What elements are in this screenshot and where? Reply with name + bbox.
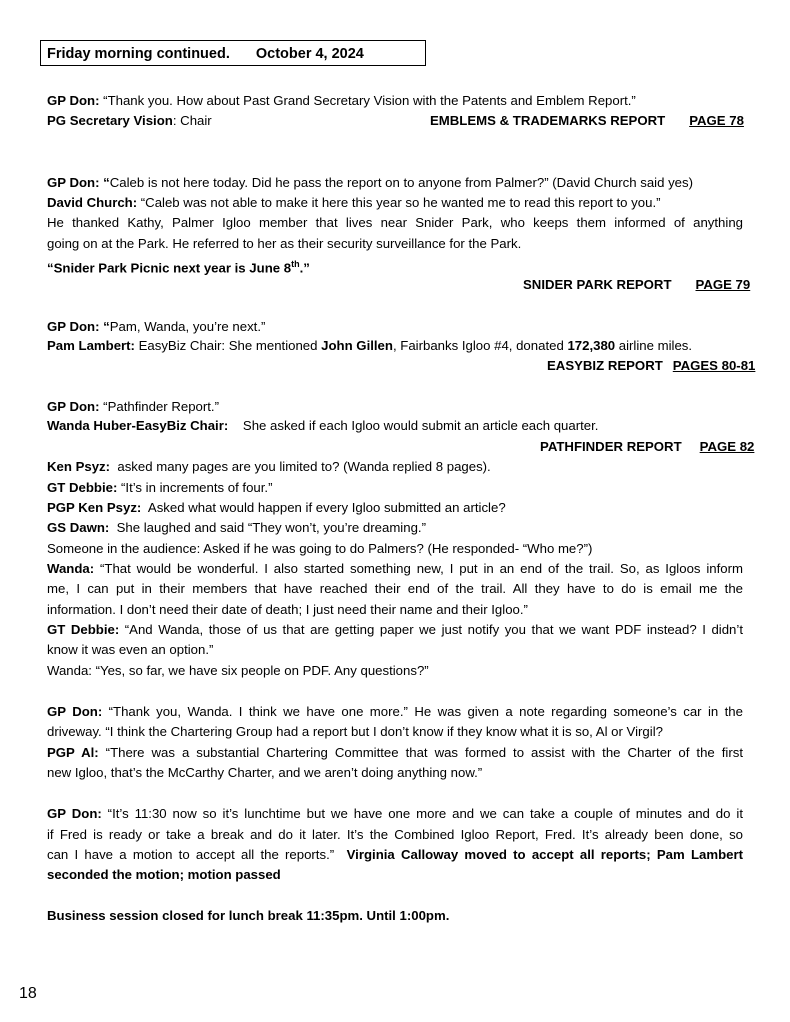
speaker-label: PG Secretary Vision — [47, 113, 173, 128]
paragraph-line: GT Debbie: “It’s in increments of four.” — [47, 480, 273, 495]
speaker-label: GP Don: — [47, 806, 102, 821]
speaker-label: GP Don: “ — [47, 175, 110, 190]
paragraph-line: GP Don: “Pathfinder Report.” — [47, 399, 219, 414]
paragraph-line: new Igloo, that’s the McCarthy Charter, and we aren’t doing anything now.” — [47, 765, 483, 780]
header-title: Friday morning continued. — [47, 46, 230, 62]
speaker-label: Wanda Huber-EasyBiz Chair: — [47, 418, 229, 433]
speaker-label: GP Don: — [47, 399, 100, 414]
closing-line: Business session closed for lunch break 11:35pm. Until 1:00pm. — [47, 908, 450, 923]
paragraph-line: can I have a motion to accept all the reports.” Virginia Calloway moved to accept all reports; Pam Lambert — [47, 847, 743, 862]
paragraph-line: GP Don: “Thank you. How about Past Grand Secretary Vision with the Patents and Emblem Report.” — [47, 93, 636, 108]
paragraph-line: me, I can put in their members that have reached their end of the trail. All they have to do is email me the — [47, 581, 743, 596]
paragraph-line: Wanda: “Yes, so far, we have six people on PDF. Any questions?” — [47, 663, 429, 678]
report-reference — [430, 112, 744, 130]
paragraph-line: going on at the Park. He referred to her as their security surveillance for the Park. — [47, 236, 522, 251]
speaker-label: PGP Ken Psyz: — [47, 500, 142, 515]
header-date: October 4, 2024 — [255, 46, 364, 62]
report-label: EMBLEMS & TRADEMARKS REPORT — [430, 113, 666, 128]
section-header-box — [40, 40, 426, 66]
paragraph-line: if Fred is ready or take a break and do it later. It’s the Combined Igloo Report, Fred. It’s already been done, so — [47, 827, 743, 842]
paragraph-line: Ken Psyz: asked many pages are you limited to? (Wanda replied 8 pages). — [47, 459, 491, 474]
report-label: EASYBIZ REPORT — [547, 358, 663, 373]
paragraph-line: GT Debbie: “And Wanda, those of us that are getting paper we just notify you that we want PDF instead? I didn’t — [47, 622, 743, 637]
speaker-label: Ken Psyz: — [47, 459, 111, 474]
paragraph-line: David Church: “Caleb was not able to make it here this year so he wanted me to read this report to you.” — [47, 195, 661, 210]
speaker-label: GP Don: — [47, 93, 100, 108]
report-page: PAGE 82 — [699, 439, 755, 454]
paragraph-line: seconded the motion; motion passed — [47, 867, 281, 882]
report-page: PAGE 78 — [689, 113, 744, 128]
speaker-label: Wanda: — [47, 561, 95, 576]
report-label: PATHFINDER REPORT — [540, 439, 682, 454]
speaker-label: David Church: — [47, 195, 138, 210]
paragraph-line: Pam Lambert: EasyBiz Chair: She mentioned John Gillen, Fairbanks Igloo #4, donated 172,380 airline miles. — [47, 338, 693, 353]
paragraph-line: information. I don’t need their date of death; I just need their name and their Igloo.” — [47, 602, 528, 617]
speaker-label: GT Debbie: — [47, 480, 118, 495]
paragraph-line: GS Dawn: She laughed and said “They won’t, you’re dreaming.” — [47, 520, 426, 535]
page-number: 18 — [19, 985, 37, 1002]
speaker-label: GT Debbie: — [47, 622, 120, 637]
paragraph-line: GP Don: “Caleb is not here today. Did he pass the report on to anyone from Palmer?” (David Church said yes) — [47, 175, 693, 190]
report-page: PAGE 79 — [695, 277, 751, 292]
paragraph-line: Wanda: “That would be wonderful. I also started something new, I put in an end of the trail. So, as Igloos inform — [47, 561, 743, 576]
speaker-label: Pam Lambert: — [47, 338, 135, 353]
speaker-label: GS Dawn: — [47, 520, 110, 535]
report-reference — [540, 438, 754, 456]
paragraph-line: Someone in the audience: Asked if he was going to do Palmers? (He responded- “Who me?”) — [47, 541, 593, 556]
speaker-label: PGP Al: — [47, 745, 99, 760]
paragraph-line: Wanda Huber-EasyBiz Chair: She asked if each Igloo would submit an article each quarter. — [47, 418, 599, 433]
paragraph-line: “Snider Park Picnic next year is June 8th.” — [47, 259, 310, 276]
paragraph-line: PGP Ken Psyz: Asked what would happen if every Igloo submitted an article? — [47, 500, 506, 515]
paragraph-line: driveway. “I think the Chartering Group had a report but I don’t know if they know what it is so, Al or Virgil? — [47, 724, 663, 739]
paragraph-line: PG Secretary Vision: Chair — [47, 113, 212, 128]
paragraph-line: GP Don: “It’s 11:30 now so it’s lunchtime but we have one more and we can take a couple of minutes and do it — [47, 806, 743, 821]
speaker-label: GP Don: “ — [47, 319, 110, 334]
report-label: SNIDER PARK REPORT — [523, 277, 672, 292]
paragraph-line: GP Don: “Thank you, Wanda. I think we have one more.” He was given a note regarding someone’s car in the — [47, 704, 743, 719]
report-reference — [547, 357, 755, 375]
speaker-label: GP Don: — [47, 704, 103, 719]
paragraph-line: He thanked Kathy, Palmer Igloo member that lives near Snider Park, who keeps them informed of anything — [47, 215, 743, 230]
paragraph-line: PGP Al: “There was a substantial Chartering Committee that was formed to assist with the Charter of the first — [47, 745, 743, 760]
report-page: PAGES 80-81 — [672, 358, 756, 373]
paragraph-line: know it was even an option.” — [47, 642, 214, 657]
paragraph-line: GP Don: “Pam, Wanda, you’re next.” — [47, 319, 266, 334]
report-reference — [523, 276, 750, 294]
